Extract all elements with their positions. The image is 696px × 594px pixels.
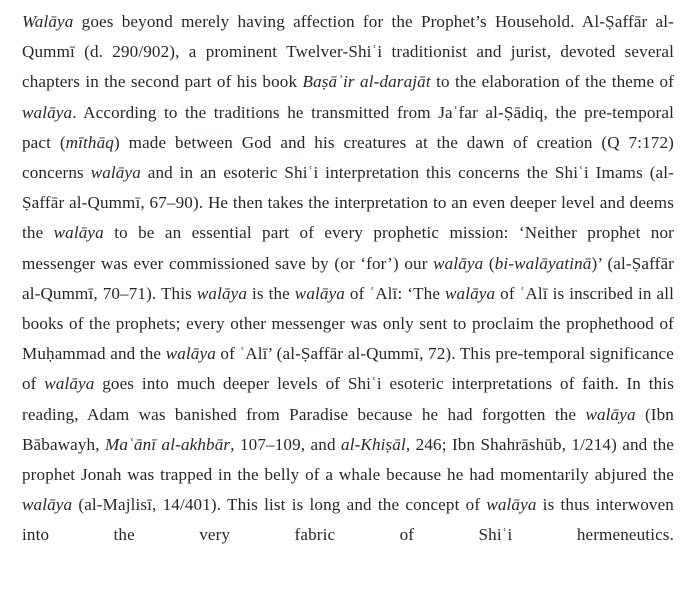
- text-run: of ʿAlī: ‘The: [345, 283, 446, 303]
- text-run: is the: [247, 283, 295, 303]
- emphasis-term: walāya: [22, 495, 73, 515]
- text-run: (al-Majlisī, 14/401). This list is long and the concept of: [72, 495, 487, 515]
- emphasis-term: Baṣāʾir al-darajāt: [302, 72, 431, 92]
- text-run: , 246; Ibn Shahrāshūb, 1/214) and the prophet Jonah was trapped in the belly of a whale because he had momentarily abjured the: [22, 434, 675, 485]
- text-run: to the elaboration of the theme of: [430, 72, 675, 92]
- emphasis-term: walāya: [433, 253, 484, 273]
- emphasis-term: Walāya: [22, 12, 74, 31]
- emphasis-term: mīthāq: [65, 132, 114, 152]
- emphasis-term: walāya: [165, 344, 216, 364]
- text-run: of ʿAlī is inscribed in all books of the prophets; every other messenger was only sent to proclaim the prophethood of Muḥammad and the: [22, 283, 675, 364]
- text-run: (Ibn Bābawayh,: [22, 404, 674, 454]
- emphasis-term: walāya: [44, 374, 95, 394]
- emphasis-term: walāya: [90, 163, 141, 183]
- emphasis-term: walāya: [486, 495, 537, 515]
- text-run: . According to the traditions he transmitted from Jaʿfar al-Ṣādiq, the pre-temporal pact (: [22, 102, 674, 152]
- text-run: of ʿAlī’ (al-Ṣaffār al-Qummī, 72). This pre-temporal significance of: [22, 344, 674, 394]
- emphasis-term: walāya: [294, 283, 345, 303]
- emphasis-term: walāya: [53, 223, 104, 243]
- emphasis-term: bi-walāyatinā: [494, 253, 592, 273]
- text-run: to be an essential part of every prophetic mission: ‘Neither prophet nor messenger was ever commissioned save by (or ‘for’) our: [22, 223, 674, 273]
- text-run: is thus interwoven into the very fabric of Shiʿi hermeneutics.: [22, 495, 674, 545]
- text-run: and in an esoteric Shiʿi interpretation this concerns the Shiʿi Imams (al-Ṣaffār al-Qummī, 67–90). He then takes the interpretation to an even deeper level and deems the: [22, 163, 674, 243]
- emphasis-term: walāya: [22, 102, 73, 122]
- text-run: goes into much deeper levels of Shiʿi esoteric interpretations of faith. In this reading, Adam was banished from Paradise because he had forgotten the: [22, 374, 674, 424]
- emphasis-term: walāya: [585, 404, 636, 424]
- text-run: (: [483, 253, 495, 273]
- text-run: goes beyond merely having affection for the Prophet’s Household. Al-Ṣaffār al-Qummī (d. 290/902), a prominent Twelver-Shiʿi traditionist and jurist, devoted several chapters in the second part of his book: [22, 12, 674, 92]
- body-paragraph: [22, 7, 674, 581]
- emphasis-term: walāya: [445, 283, 496, 303]
- emphasis-term: al-Khiṣāl: [341, 434, 406, 454]
- emphasis-term: walāya: [196, 283, 248, 303]
- text-run: )’ (al-Ṣaffār al-Qummī, 70–71). This: [22, 253, 674, 303]
- text-run: , 107–109, and: [230, 434, 342, 454]
- text-run: ) made between God and his creatures at the dawn of creation (Q 7:172) concerns: [22, 132, 675, 183]
- emphasis-term: Maʿānī al-akhbār: [105, 434, 231, 454]
- paragraph-text: [22, 7, 674, 581]
